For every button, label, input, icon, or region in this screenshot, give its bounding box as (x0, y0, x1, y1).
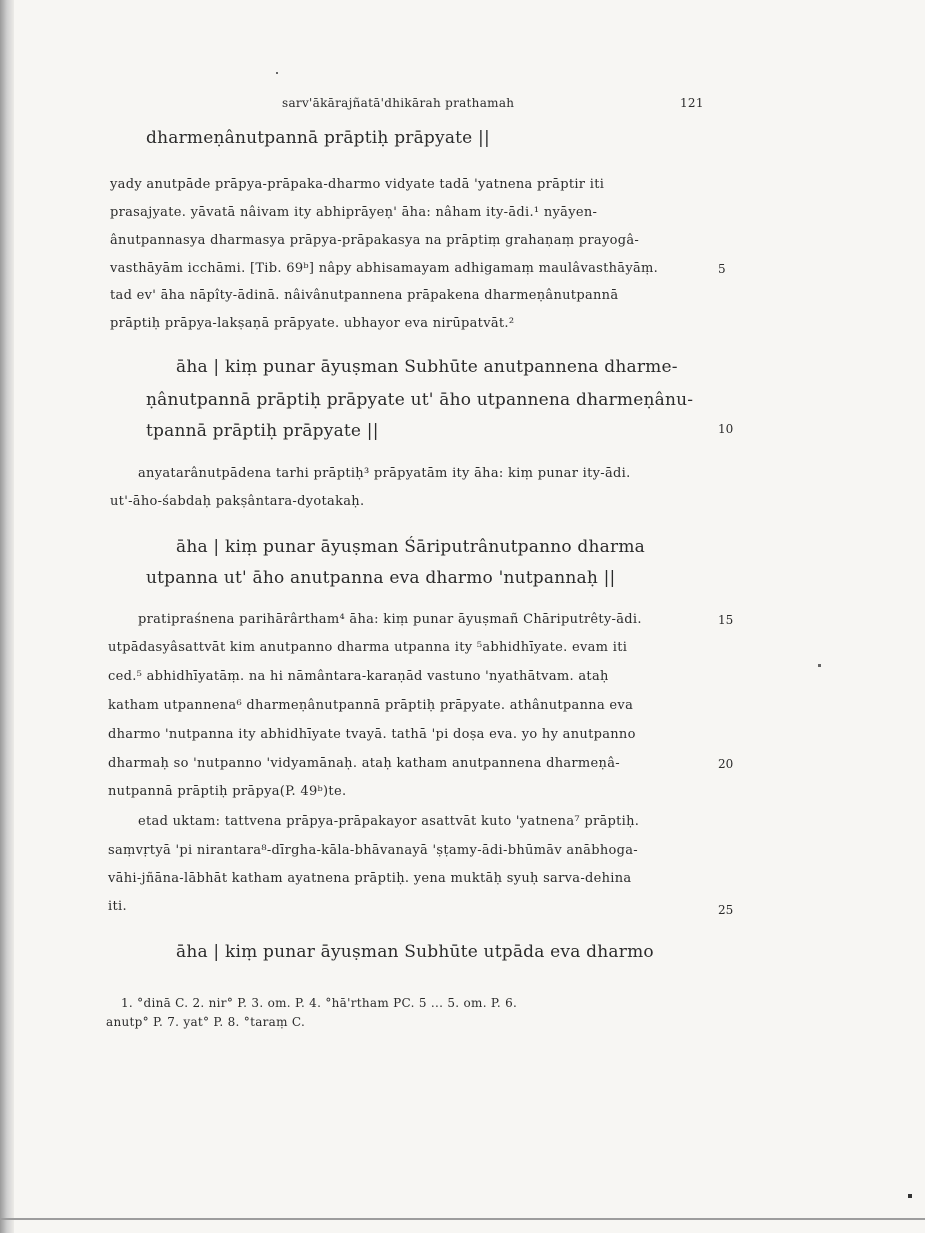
commentary-line: dharmaḥ so 'nutpanno 'vidyamānaḥ. ataḥ katham anutpannena dharmeṇâ- (108, 756, 620, 771)
page-bottom-rule (0, 1218, 925, 1220)
verse-line: dharmeṇânutpannā prāptiḥ prāpyate || (146, 128, 490, 148)
commentary-line: anyatarânutpādena tarhi prāptiḥ³ prāpyatām ity āha: kiṃ punar ity-ādi. (138, 466, 631, 481)
scan-speck (818, 664, 821, 667)
line-number: 15 (718, 613, 734, 627)
page-edge-shadow (0, 0, 14, 1233)
commentary-line: ânutpannasya dharmasya prāpya-prāpakasya na prāptiṃ grahaṇaṃ prayogâ- (110, 233, 640, 248)
commentary-line: pratipraśnena parihārârtham⁴ āha: kiṃ punar āyuṣmañ Chāriputrêty-ādi. (138, 612, 642, 627)
commentary-line: dharmo 'nutpanna ity abhidhīyate tvayā. tathā 'pi doṣa eva. yo hy anutpanno (108, 727, 636, 742)
commentary-line: etad uktam: tattvena prāpya-prāpakayor asattvāt kuto 'yatnena⁷ prāptiḥ. (138, 814, 640, 829)
scan-speck (908, 1194, 912, 1198)
verse-line: āha | kiṃ punar āyuṣman Śāriputrânutpanno dharma (176, 537, 645, 557)
line-number: 5 (718, 262, 726, 276)
verse-line: ṇânutpannā prāptiḥ prāpyate ut' āho utpannena dharmeṇânu- (146, 390, 694, 410)
line-number: 20 (718, 757, 734, 771)
verse-line: tpannā prāptiḥ prāpyate || (146, 421, 379, 441)
commentary-line: katham utpannena⁶ dharmeṇânutpannā prāptiḥ prāpyate. athânutpanna eva (108, 698, 634, 713)
footnote-line: anutp° P. 7. yat° P. 8. °taraṃ C. (106, 1015, 306, 1029)
commentary-line: nutpannā prāptiḥ prāpya(P. 49ᵇ)te. (108, 784, 347, 799)
verse-line: āha | kiṃ punar āyuṣman Subhūte anutpannena dharme- (176, 357, 678, 377)
commentary-line: utpādasyâsattvāt kim anutpanno dharma utpanna ity ⁵abhidhīyate. evam iti (108, 640, 628, 655)
commentary-line: iti. (108, 899, 127, 914)
scan-speck (276, 72, 278, 74)
commentary-line: prāptiḥ prāpya-lakṣaṇā prāpyate. ubhayor eva nirūpatvāt.² (110, 316, 515, 331)
commentary-line: saṃvṛtyā 'pi nirantara⁸-dīrgha-kāla-bhāvanayā 'ṣṭamy-ādi-bhūmāv anābhoga- (108, 843, 638, 858)
commentary-line: ut'-āho-śabdaḥ pakṣântara-dyotakaḥ. (110, 494, 365, 509)
commentary-line: yady anutpāde prāpya-prāpaka-dharmo vidyate tadā 'yatnena prāptir iti (110, 177, 605, 192)
footnote-line: 1. °dinā C. 2. nir° P. 3. om. P. 4. °hā'rtham PC. 5 ... 5. om. P. 6. (121, 996, 518, 1010)
commentary-line: ced.⁵ abhidhīyatāṃ. na hi nāmântara-karaṇād vastuno 'nyathātvam. ataḥ (108, 669, 609, 684)
page-number: 121 (680, 96, 704, 110)
verse-line: utpanna ut' āho anutpanna eva dharmo 'nutpannaḥ || (146, 568, 616, 588)
verse-line: āha | kiṃ punar āyuṣman Subhūte utpāda eva dharmo (176, 942, 654, 962)
line-number: 10 (718, 422, 734, 436)
running-title: sarv'ākārajñatā'dhikārah prathamah (282, 96, 515, 110)
commentary-line: vāhi-jñāna-lābhāt katham ayatnena prāptiḥ. yena muktāḥ syuḥ sarva-dehina (108, 871, 632, 886)
commentary-line: tad ev' āha nāpîty-ādinā. nâivânutpannena prāpakena dharmeṇânutpannā (110, 288, 619, 303)
commentary-line: vasthāyām icchāmi. [Tib. 69ᵇ] nâpy abhisamayam adhigamaṃ maulâvasthāyāṃ. (110, 261, 659, 276)
line-number: 25 (718, 903, 734, 917)
commentary-line: prasajyate. yāvatā nâivam ity abhiprāyeṇ' āha: nâham ity-ādi.¹ nyāyen- (110, 205, 598, 220)
